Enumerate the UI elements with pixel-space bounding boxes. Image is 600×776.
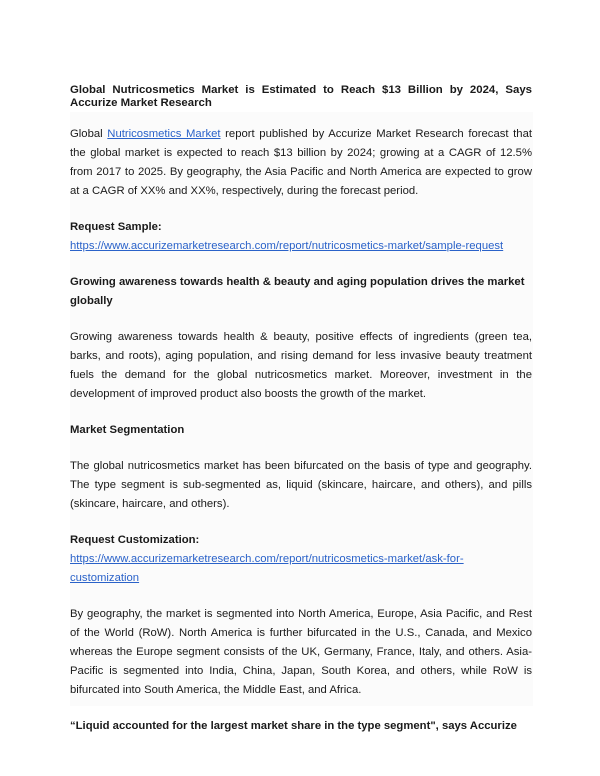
- request-sample-line: [70, 237, 532, 256]
- request-customization-heading: Request Customization:: [70, 534, 200, 546]
- segmentation-paragraph: The global nutricosmetics market has been bifurcated on the basis of type and geography. The type segment is sub-segmented as, liquid (skincare, haircare, and others), and pills (skincare, haircare, and others).: [70, 460, 532, 510]
- document-title: Global Nutricosmetics Market is Estimated to Reach $13 Billion by 2024, Says Accurize Market Research: [70, 84, 532, 109]
- nutricosmetics-market-link[interactable]: Nutricosmetics Market: [107, 128, 221, 140]
- geography-paragraph: By geography, the market is segmented into North America, Europe, Asia Pacific, and Rest of the World (RoW). North America is further bifurcated in the U.S., Canada, and Mexico whereas the Europe segment consists of the UK, Germany, France, Italy, and others. Asia-Pacific is segmented into India, China, Japan, South Korea, and others, while RoW is bifurcated into South America, the Middle East, and Africa.: [70, 608, 532, 696]
- request-customization-line: [70, 550, 532, 588]
- intro-prefix: Global: [70, 128, 108, 140]
- growth-heading: Growing awareness towards health & beauty and aging population drives the market globally: [70, 276, 525, 307]
- intro-paragraph: [70, 125, 532, 201]
- document-content: [70, 84, 532, 736]
- intro-body: report published by Accurize Market Research forecast that the global market is expected to reach $13 billion by 2024; growing at a CAGR of 12.5% from 2017 to 2025. By geography, the Asia Pacific and North America are expected to grow at a CAGR of XX% and XX%, respectively, during the forecast period.: [70, 128, 533, 197]
- segmentation-heading: Market Segmentation: [70, 424, 185, 436]
- customization-request-link[interactable]: https://www.accurizemarketresearch.com/report/nutricosmetics-market/ask-for-customization: [70, 553, 464, 584]
- growth-paragraph: Growing awareness towards health & beauty, positive effects of ingredients (green tea, barks, and roots), aging population, and rising demand for less invasive beauty treatment fuels the demand for the global nutricosmetics market. Moreover, investment in the development of improved product also boosts the growth of the market.: [70, 331, 532, 400]
- sample-request-link[interactable]: https://www.accurizemarketresearch.com/report/nutricosmetics-market/sample-request: [70, 240, 504, 252]
- request-sample-heading: Request Sample:: [70, 221, 162, 233]
- quote-heading: “Liquid accounted for the largest market share in the type segment", says Accurize: [70, 720, 517, 732]
